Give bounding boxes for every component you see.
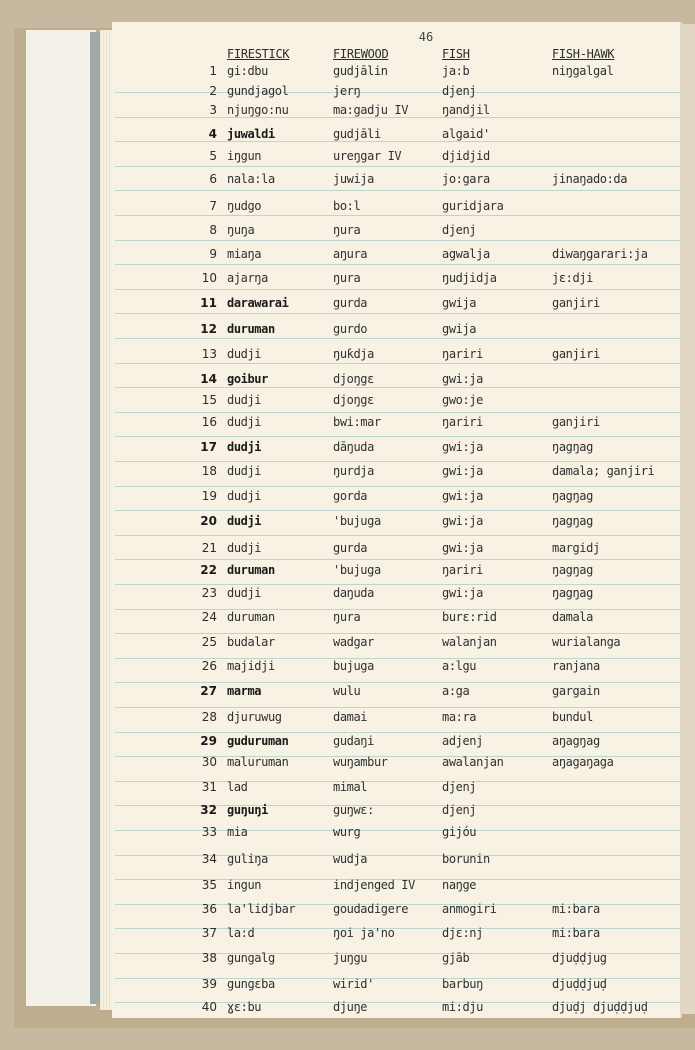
firewood-cell: dāŋuda	[333, 440, 374, 454]
row-number: 23	[201, 586, 217, 600]
firewood-cell: ŋurdja	[333, 464, 374, 478]
firestick-cell: njuŋgo:nu	[227, 103, 289, 117]
ledger-rule	[115, 682, 680, 683]
firewood-cell: juŋgu	[333, 951, 368, 965]
header-fish: FISH	[442, 47, 470, 61]
firewood-cell: juwija	[333, 172, 374, 186]
fish-cell: ŋariri	[442, 347, 483, 361]
table-row	[0, 659, 695, 679]
table-row	[0, 1000, 695, 1020]
table-row	[0, 199, 695, 219]
ledger-rule	[115, 732, 680, 733]
firestick-cell: ŋudgo	[227, 199, 262, 213]
firewood-cell: wadgar	[333, 635, 374, 649]
fish-cell: gijóu	[442, 825, 477, 839]
ledger-rule	[115, 535, 680, 536]
row-number: 17	[200, 440, 217, 454]
row-number: 8	[209, 223, 217, 237]
firewood-cell: wurg	[333, 825, 361, 839]
row-number: 7	[209, 199, 217, 213]
fish-hawk-cell: ganjiri	[552, 415, 600, 429]
fish-cell: ŋudjidja	[442, 271, 497, 285]
firestick-cell: dudji	[227, 489, 262, 503]
fish-cell: agwalja	[442, 247, 490, 261]
fish-hawk-cell: jinaŋado:da	[552, 172, 628, 186]
fish-cell: gwi:ja	[442, 586, 483, 600]
table-row	[0, 489, 695, 509]
table-row	[0, 372, 695, 392]
fish-cell: naŋge	[442, 878, 477, 892]
table-row	[0, 977, 695, 997]
fish-hawk-cell: aŋagŋag	[552, 734, 600, 748]
fish-cell: gwi:ja	[442, 372, 483, 386]
firestick-cell: dudji	[227, 541, 262, 555]
firestick-cell: marma	[227, 684, 262, 698]
row-number: 30	[201, 755, 217, 769]
firestick-cell: ŋuŋa	[227, 223, 255, 237]
firestick-cell: gundjagol	[227, 84, 289, 98]
row-number: 18	[201, 464, 217, 478]
table-row	[0, 271, 695, 291]
row-number: 40	[201, 1000, 217, 1014]
firewood-cell: aŋura	[333, 247, 368, 261]
firewood-cell: gudaŋi	[333, 734, 374, 748]
firestick-cell: juwaldi	[227, 127, 275, 141]
fish-cell: djenj	[442, 223, 477, 237]
firestick-cell: iŋgun	[227, 149, 262, 163]
firestick-cell: duruman	[227, 322, 275, 336]
firestick-cell: guliŋa	[227, 852, 268, 866]
firestick-cell: gungɛba	[227, 977, 275, 991]
fish-cell: gwija	[442, 296, 477, 310]
fish-hawk-cell: ŋagŋag	[552, 440, 593, 454]
firestick-cell: guduruman	[227, 734, 289, 748]
table-row	[0, 926, 695, 946]
firestick-cell: miaŋa	[227, 247, 262, 261]
firewood-cell: ma:gadju IV	[333, 103, 409, 117]
firewood-cell: ŋoi ja'no	[333, 926, 395, 940]
firestick-cell: lad	[227, 780, 248, 794]
fish-hawk-cell: damala	[552, 610, 593, 624]
row-number: 29	[200, 734, 217, 748]
fish-cell: djenj	[442, 84, 477, 98]
fish-cell: adjenj	[442, 734, 483, 748]
firewood-cell: wulu	[333, 684, 361, 698]
fish-cell: djenj	[442, 780, 477, 794]
firewood-cell: djoŋgɛ	[333, 372, 374, 386]
firewood-cell: indjenged IV	[333, 878, 415, 892]
firewood-cell: damai	[333, 710, 368, 724]
firewood-cell: daŋuda	[333, 586, 374, 600]
fish-cell: gwi:ja	[442, 440, 483, 454]
header-firewood: FIREWOOD	[333, 47, 389, 61]
row-number: 16	[201, 415, 217, 429]
row-number: 13	[201, 347, 217, 361]
firewood-cell: djuŋe	[333, 1000, 368, 1014]
firewood-cell: 'bujuga	[333, 514, 381, 528]
firewood-cell: ureŋgar IV	[333, 149, 402, 163]
table-row	[0, 322, 695, 342]
fish-cell: gwi:ja	[442, 541, 483, 555]
fish-hawk-cell: djuḍj djuḍḍjuḍ	[552, 1000, 648, 1014]
firestick-cell: la'lidjbar	[227, 902, 296, 916]
firewood-cell: ŋura	[333, 223, 361, 237]
fish-hawk-cell: margidj	[552, 541, 600, 555]
table-row	[0, 755, 695, 775]
table-row	[0, 803, 695, 823]
row-number: 10	[201, 271, 217, 285]
firewood-cell: gurda	[333, 541, 368, 555]
firestick-cell: mia	[227, 825, 248, 839]
fish-hawk-cell: mi:bara	[552, 926, 600, 940]
firestick-cell: dudji	[227, 415, 262, 429]
firewood-cell: gudjāli	[333, 127, 381, 141]
fish-cell: ma:ra	[442, 710, 477, 724]
table-row	[0, 296, 695, 316]
row-number: 36	[201, 902, 217, 916]
row-number: 15	[201, 393, 217, 407]
firewood-cell: 'bujuga	[333, 563, 381, 577]
table-row	[0, 149, 695, 169]
firestick-cell: goibur	[227, 372, 268, 386]
table-row	[0, 514, 695, 534]
fish-hawk-cell: ŋagŋag	[552, 563, 593, 577]
fish-hawk-cell: diwaŋgarari:ja	[552, 247, 648, 261]
row-number: 20	[200, 514, 217, 528]
fish-hawk-cell: djuḍḍjuḍ	[552, 977, 607, 991]
firewood-cell: wuŋambur	[333, 755, 388, 769]
fish-cell: anmogiri	[442, 902, 497, 916]
table-row	[0, 464, 695, 484]
fish-cell: gwi:ja	[442, 464, 483, 478]
fish-cell: ŋariri	[442, 563, 483, 577]
row-number: 32	[200, 803, 217, 817]
row-number: 3	[209, 103, 217, 117]
table-row	[0, 172, 695, 192]
table-row	[0, 347, 695, 367]
table-row	[0, 734, 695, 754]
row-number: 26	[201, 659, 217, 673]
ledger-rule	[115, 633, 680, 634]
firestick-cell: gungalg	[227, 951, 275, 965]
fish-hawk-cell: niŋgalgal	[552, 64, 614, 78]
fish-cell: ja:b	[442, 64, 470, 78]
firewood-cell: bujuga	[333, 659, 374, 673]
row-number: 33	[201, 825, 217, 839]
fish-hawk-cell: ŋagŋag	[552, 489, 593, 503]
fish-cell: djɛ:nj	[442, 926, 483, 940]
fish-hawk-cell: aŋagaŋaga	[552, 755, 614, 769]
firewood-cell: gurda	[333, 296, 368, 310]
firewood-cell: wudja	[333, 852, 368, 866]
firestick-cell: dudji	[227, 440, 262, 454]
ledger-rule	[115, 510, 680, 511]
firestick-cell: la:d	[227, 926, 255, 940]
table-row	[0, 825, 695, 845]
header-fish-hawk: FISH-HAWK	[552, 47, 615, 61]
fish-hawk-cell: djuḍḍjug	[552, 951, 607, 965]
firewood-cell: jerŋ	[333, 84, 361, 98]
ledger-rule	[115, 584, 680, 585]
ledger-rule	[115, 461, 680, 462]
table-row	[0, 440, 695, 460]
fish-hawk-cell: damala; ganjiri	[552, 464, 655, 478]
row-number: 4	[208, 127, 217, 141]
firewood-cell: wirid'	[333, 977, 374, 991]
table-row	[0, 878, 695, 898]
row-number: 9	[209, 247, 217, 261]
fish-cell: a:lgu	[442, 659, 477, 673]
row-number: 28	[201, 710, 217, 724]
fish-hawk-cell: ranjana	[552, 659, 600, 673]
fish-cell: borunin	[442, 852, 490, 866]
table-row	[0, 563, 695, 583]
fish-cell: algaid'	[442, 127, 490, 141]
fish-cell: barbuŋ	[442, 977, 483, 991]
fish-hawk-cell: gargain	[552, 684, 600, 698]
fish-cell: gwi:ja	[442, 514, 483, 528]
table-row	[0, 64, 695, 84]
fish-hawk-cell: ŋagŋag	[552, 514, 593, 528]
firewood-cell: bo:l	[333, 199, 361, 213]
row-number: 25	[201, 635, 217, 649]
firestick-cell: dudji	[227, 514, 262, 528]
firewood-cell: goudadigere	[333, 902, 409, 916]
table-row	[0, 84, 695, 104]
firestick-cell: duruman	[227, 563, 275, 577]
firewood-cell: mimal	[333, 780, 368, 794]
table-row	[0, 247, 695, 267]
row-number: 22	[200, 563, 217, 577]
firestick-cell: guŋuŋi	[227, 803, 268, 817]
row-number: 24	[201, 610, 217, 624]
fish-cell: ŋariri	[442, 415, 483, 429]
firewood-cell: djoŋgɛ	[333, 393, 374, 407]
row-number: 38	[201, 951, 217, 965]
row-number: 5	[209, 149, 217, 163]
firestick-cell: dudji	[227, 464, 262, 478]
ledger-rule	[115, 436, 680, 437]
ledger-rule	[115, 707, 680, 708]
firestick-cell: djuruwug	[227, 710, 282, 724]
fish-cell: gwija	[442, 322, 477, 336]
fish-hawk-cell: wurialanga	[552, 635, 621, 649]
table-row	[0, 684, 695, 704]
firestick-cell: dudji	[227, 393, 262, 407]
fish-cell: walanjan	[442, 635, 497, 649]
table-row	[0, 586, 695, 606]
table-row	[0, 223, 695, 243]
fish-cell: gwi:ja	[442, 489, 483, 503]
fish-hawk-cell: ganjiri	[552, 347, 600, 361]
row-number: 39	[201, 977, 217, 991]
firestick-cell: dudji	[227, 586, 262, 600]
fish-hawk-cell: mi:bara	[552, 902, 600, 916]
firestick-cell: budalar	[227, 635, 275, 649]
fish-cell: gjāb	[442, 951, 470, 965]
fish-cell: a:ga	[442, 684, 470, 698]
row-number: 27	[200, 684, 217, 698]
firestick-cell: duruman	[227, 610, 275, 624]
firestick-cell: darawarai	[227, 296, 289, 310]
fish-hawk-cell: ŋagŋag	[552, 586, 593, 600]
row-number: 37	[201, 926, 217, 940]
firewood-cell: ŋura	[333, 610, 361, 624]
table-row	[0, 610, 695, 630]
fish-cell: mi:dju	[442, 1000, 483, 1014]
firewood-cell: bwi:mar	[333, 415, 381, 429]
row-number: 14	[200, 372, 217, 386]
table-row	[0, 780, 695, 800]
firestick-cell: ajarŋa	[227, 271, 268, 285]
fish-cell: guridjara	[442, 199, 504, 213]
firestick-cell: gi:dbu	[227, 64, 268, 78]
fish-cell: gwo:je	[442, 393, 483, 407]
firestick-cell: maluruman	[227, 755, 289, 769]
row-number: 1	[209, 64, 217, 78]
table-row	[0, 393, 695, 413]
row-number: 35	[201, 878, 217, 892]
row-number: 21	[201, 541, 217, 555]
fish-hawk-cell: ganjiri	[552, 296, 600, 310]
row-number: 11	[200, 296, 217, 310]
table-row	[0, 951, 695, 971]
fish-cell: djenj	[442, 803, 477, 817]
row-number: 12	[200, 322, 217, 336]
firestick-cell: ingun	[227, 878, 262, 892]
row-number: 2	[209, 84, 217, 98]
fish-cell: djidjid	[442, 149, 490, 163]
table-row	[0, 541, 695, 561]
table-row	[0, 127, 695, 147]
firewood-cell: gorda	[333, 489, 368, 503]
firestick-cell: ɣɛ:bu	[227, 1000, 262, 1014]
firewood-cell: gurdo	[333, 322, 368, 336]
row-number: 6	[209, 172, 217, 186]
fish-hawk-cell: bundul	[552, 710, 593, 724]
firewood-cell: ŋura	[333, 271, 361, 285]
row-number: 34	[201, 852, 217, 866]
page-number: 46	[418, 30, 434, 44]
fish-cell: awalanjan	[442, 755, 504, 769]
firestick-cell: majidji	[227, 659, 275, 673]
fish-cell: ŋandjil	[442, 103, 490, 117]
firewood-cell: gudjālin	[333, 64, 388, 78]
table-row	[0, 415, 695, 435]
header-firestick: FIRESTICK	[227, 47, 290, 61]
fish-hawk-cell: jɛ:dji	[552, 271, 593, 285]
row-number: 31	[201, 780, 217, 794]
row-number: 19	[201, 489, 217, 503]
table-row	[0, 103, 695, 123]
firewood-cell: guŋwɛ:	[333, 803, 374, 817]
table-row	[0, 852, 695, 872]
firestick-cell: dudji	[227, 347, 262, 361]
firestick-cell: nala:la	[227, 172, 275, 186]
table-row	[0, 635, 695, 655]
fish-cell: burɛ:rid	[442, 610, 497, 624]
table-row	[0, 902, 695, 922]
firewood-cell: ŋuƙdja	[333, 347, 374, 361]
fish-cell: jo:gara	[442, 172, 490, 186]
table-row	[0, 710, 695, 730]
ledger-rule	[115, 486, 680, 487]
